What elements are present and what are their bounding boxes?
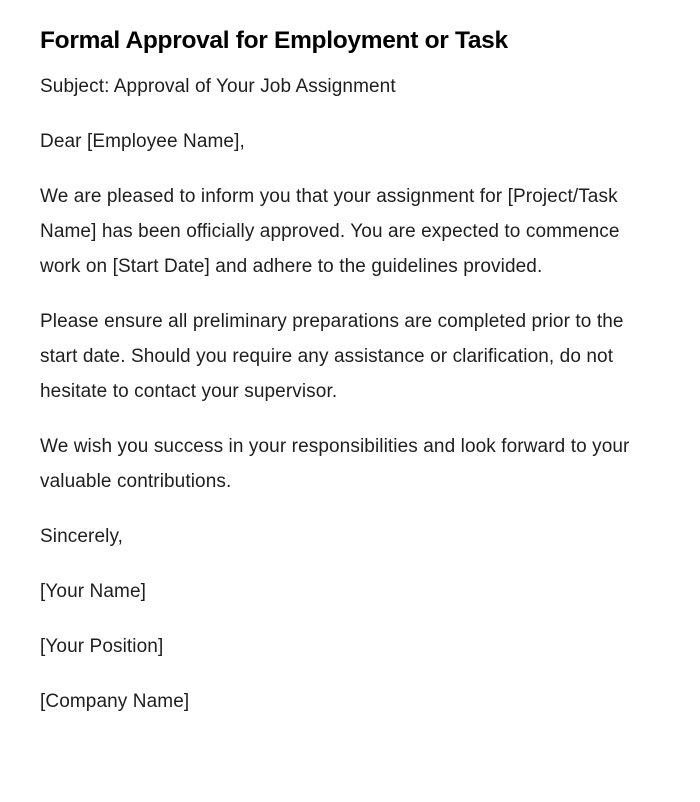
body-paragraph-approval: We are pleased to inform you that your assignment for [Project/Task Name] has been officially approved. You are expected to commence work on [Start Date] and adhere to the guidelines provided.: [40, 186, 620, 277]
body-paragraph-closing-wish: We wish you success in your responsibilities and look forward to your valuable contributions.: [40, 436, 630, 492]
signature-name: [Your Name]: [40, 581, 147, 602]
closing: Sincerely,: [40, 526, 124, 547]
body-paragraph-preparation: Please ensure all preliminary preparations are completed prior to the start date. Should you require any assistance or clarification, do not hesitate to contact your supervisor.: [40, 311, 624, 402]
salutation: Dear [Employee Name],: [40, 131, 245, 152]
document-title: Formal Approval for Employment or Task: [40, 27, 508, 54]
signature-company: [Company Name]: [40, 691, 190, 712]
subject-line: Subject: Approval of Your Job Assignment: [40, 76, 396, 97]
signature-position: [Your Position]: [40, 636, 164, 657]
